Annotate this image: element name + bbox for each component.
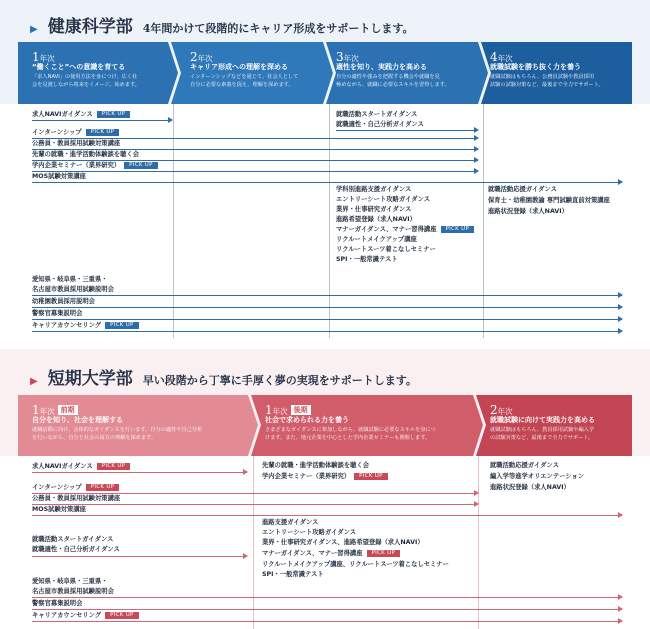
program-item: リクルートスーツ着こなしセミナー [336,246,436,253]
section-title: 短期大学部 [47,369,133,389]
program-item: SPI・一般常識テスト [336,256,398,263]
program-item: 求人NAVIガイダンス PICK UP [32,111,130,119]
pick-up-badge: PICK UP [124,162,158,169]
program-item: MOS試験対策講座 [32,173,86,180]
program-item: インターンシップ PICK UP [32,484,119,492]
program-item: リクルートメイクアップ講座 [336,236,417,243]
section-title: 健康科学部 [47,17,133,37]
timeline-arrow [32,160,478,161]
program-item: 進路希望登録（求人NAVI） [336,216,416,223]
timeline-arrow [32,331,622,332]
section-subtitle: 4年間かけて段階的にキャリア形成をサポートします。 [142,22,414,35]
program-item: 編入学等進学オリエンテーション [490,473,585,480]
program-item: マナーガイダンス、マナー習得講座 PICK UP [262,550,400,558]
triangle-icon: ▶ [30,376,38,387]
program-item: エントリーシート攻略ガイダンス [262,529,357,536]
timeline-arrow [32,171,478,172]
program-item: 学科別進路支援ガイダンス [336,186,412,193]
program-item: 学内企業セミナー（業界研究） PICK UP [32,162,158,170]
program-item: 警察官募集説明会 [32,310,83,317]
timeline-arrow [32,149,478,150]
timeline-arrow [32,597,622,598]
program-item: 求人NAVIガイダンス PICK UP [32,463,130,471]
program-item: 名古屋市教員採用試験説明会 [32,588,114,595]
pick-up-badge: PICK UP [97,463,131,470]
pick-up-badge: PICK UP [105,322,139,329]
program-item: 先輩の就職・進学活動体験談を聴く会 [262,462,370,469]
program-item: マナーガイダンス、マナー習得講座 PICK UP [336,226,474,234]
timeline-arrow [32,295,622,296]
program-item: 業界・仕事研究ガイダンス [336,206,412,213]
program-item: 名古屋市教員採用試験説明会 [32,286,114,293]
program-item: 就職活動スタートガイダンス [336,111,418,118]
timeline-arrow [32,515,622,516]
program-item: MOS試験対策講座 [32,506,86,513]
triangle-icon: ▶ [30,24,38,35]
univ-stage-2: 2年次 キャリア形成への理解を深める インターンシップなどを通じて、社会人として 自分に必要な素養を捉え、理解を深めます。 [190,50,299,88]
timeline-arrow [32,621,622,622]
program-item: 就職適性・自己分析ガイダンス [336,121,424,128]
program-item: キャリアカウンセリング PICK UP [32,612,139,620]
pick-up-badge: PICK UP [86,129,120,136]
program-item: 警察官募集説明会 [32,600,83,607]
program-item: 保育士・幼稚園教諭 専門試験直前対策講座 [488,197,610,204]
timeline-arrow [32,120,172,121]
program-item: 進路状況登録（求人NAVI） [488,208,568,215]
pick-up-badge: PICK UP [441,226,475,233]
pick-up-badge: PICK UP [86,484,120,491]
timeline-arrow [32,307,622,308]
program-item: 就職活動応援ガイダンス [488,186,557,193]
program-item: 先輩の就職・進学活動体験談を聴く会 [32,151,140,158]
program-item: 就職活動スタートガイダンス [32,536,114,543]
program-item: インターンシップ PICK UP [32,129,119,137]
program-item: リクルートメイクアップ講座、リクルートスーツ着こなしセミナー [262,561,449,568]
program-item: 幼稚園教員採用説明会 [32,298,95,305]
timeline-arrow [32,319,622,320]
timeline-arrow [32,493,478,494]
univ-stage-1: 1年次 “働くこと”への意識を育てる 「求人NAVI」の使用方法を身につけ、広く社 会を見渡しながら将来をイメージ。始めます。 [32,50,140,88]
program-item: 公務員・教員採用試験対策講座 [32,140,121,147]
univ-stage-4: 4年次 就職試験を勝ち抜く力を養う 就職試験はもちろん、公務員試験や教員採用 試験の試験対策など、最後まで全力でサポート。 [490,50,604,88]
timeline-arrow [32,609,622,610]
program-item: 愛知県・岐阜県・三重県・ [32,578,108,585]
timeline-arrow [32,556,247,557]
college-stage-1: 1年次 前期 自分を知り、社会を理解する 就職活動に向け、会体的なガイダンスを行います。自分の適性や自己分析 を行いながら、自分と社会の両方の理解を深めます。 [32,403,203,441]
timeline-arrow [32,472,247,473]
timeline-arrow [32,138,478,139]
stage-divider [478,456,479,629]
pick-up-badge: PICK UP [105,612,139,619]
pick-up-badge: PICK UP [367,550,401,557]
program-item: キャリアカウンセリング PICK UP [32,322,139,330]
program-item: SPI・一般常識テスト [262,571,324,578]
stage-divider [253,456,254,629]
program-item: エントリーシート攻略ガイダンス [336,196,431,203]
stage-divider [173,104,174,338]
program-item: 進路支援ガイダンス [262,519,319,526]
pick-up-badge: PICK UP [354,473,388,480]
section-subtitle: 早い段階から丁寧に手厚く夢の実現をサポートします。 [142,374,417,387]
program-item: 学内企業セミナー（業界研究） PICK UP [262,473,388,481]
program-item: 業界・仕事研究ガイダンス、進路希望登録（求人NAVI） [262,539,424,546]
stage-divider [329,104,330,338]
program-item: 就職活動応援ガイダンス [490,462,559,469]
program-item: 公務員・教員採用試験対策講座 [32,495,121,502]
timeline-arrow [32,504,478,505]
program-item: 愛知県・岐阜県・三重県・ [32,276,108,283]
univ-stage-3: 3年次 適性を知り、実践力を高める 自分の適性や強みを把握する機会や就職を見 極めながら、就職に必要なスキルを習得します。 [336,50,450,88]
timeline-arrow [32,182,622,183]
college-stage-3: 2年次 就職試験に向けて実践力を高める 就職試験はもちろん、教員採用試験や編入学 の試験対策など、最後まで全力でサポート。 [490,403,595,441]
timeline-arrow [336,130,478,131]
program-item: 就職適性・自己分析ガイダンス [32,546,120,553]
program-item: 進路状況登録（求人NAVI） [490,484,570,491]
stage-divider [483,104,484,338]
college-stage-2: 1年次 後期 社会で求められる力を養う さまざまなガイダンスに参加しながら、就職試験に必要なスキルを身につ けます。また、地元企業を中心とした学内企業セミナーも開催します。 [265,403,436,441]
pick-up-badge: PICK UP [97,111,131,118]
univ-header [30,12,413,37]
college-header [30,364,417,389]
